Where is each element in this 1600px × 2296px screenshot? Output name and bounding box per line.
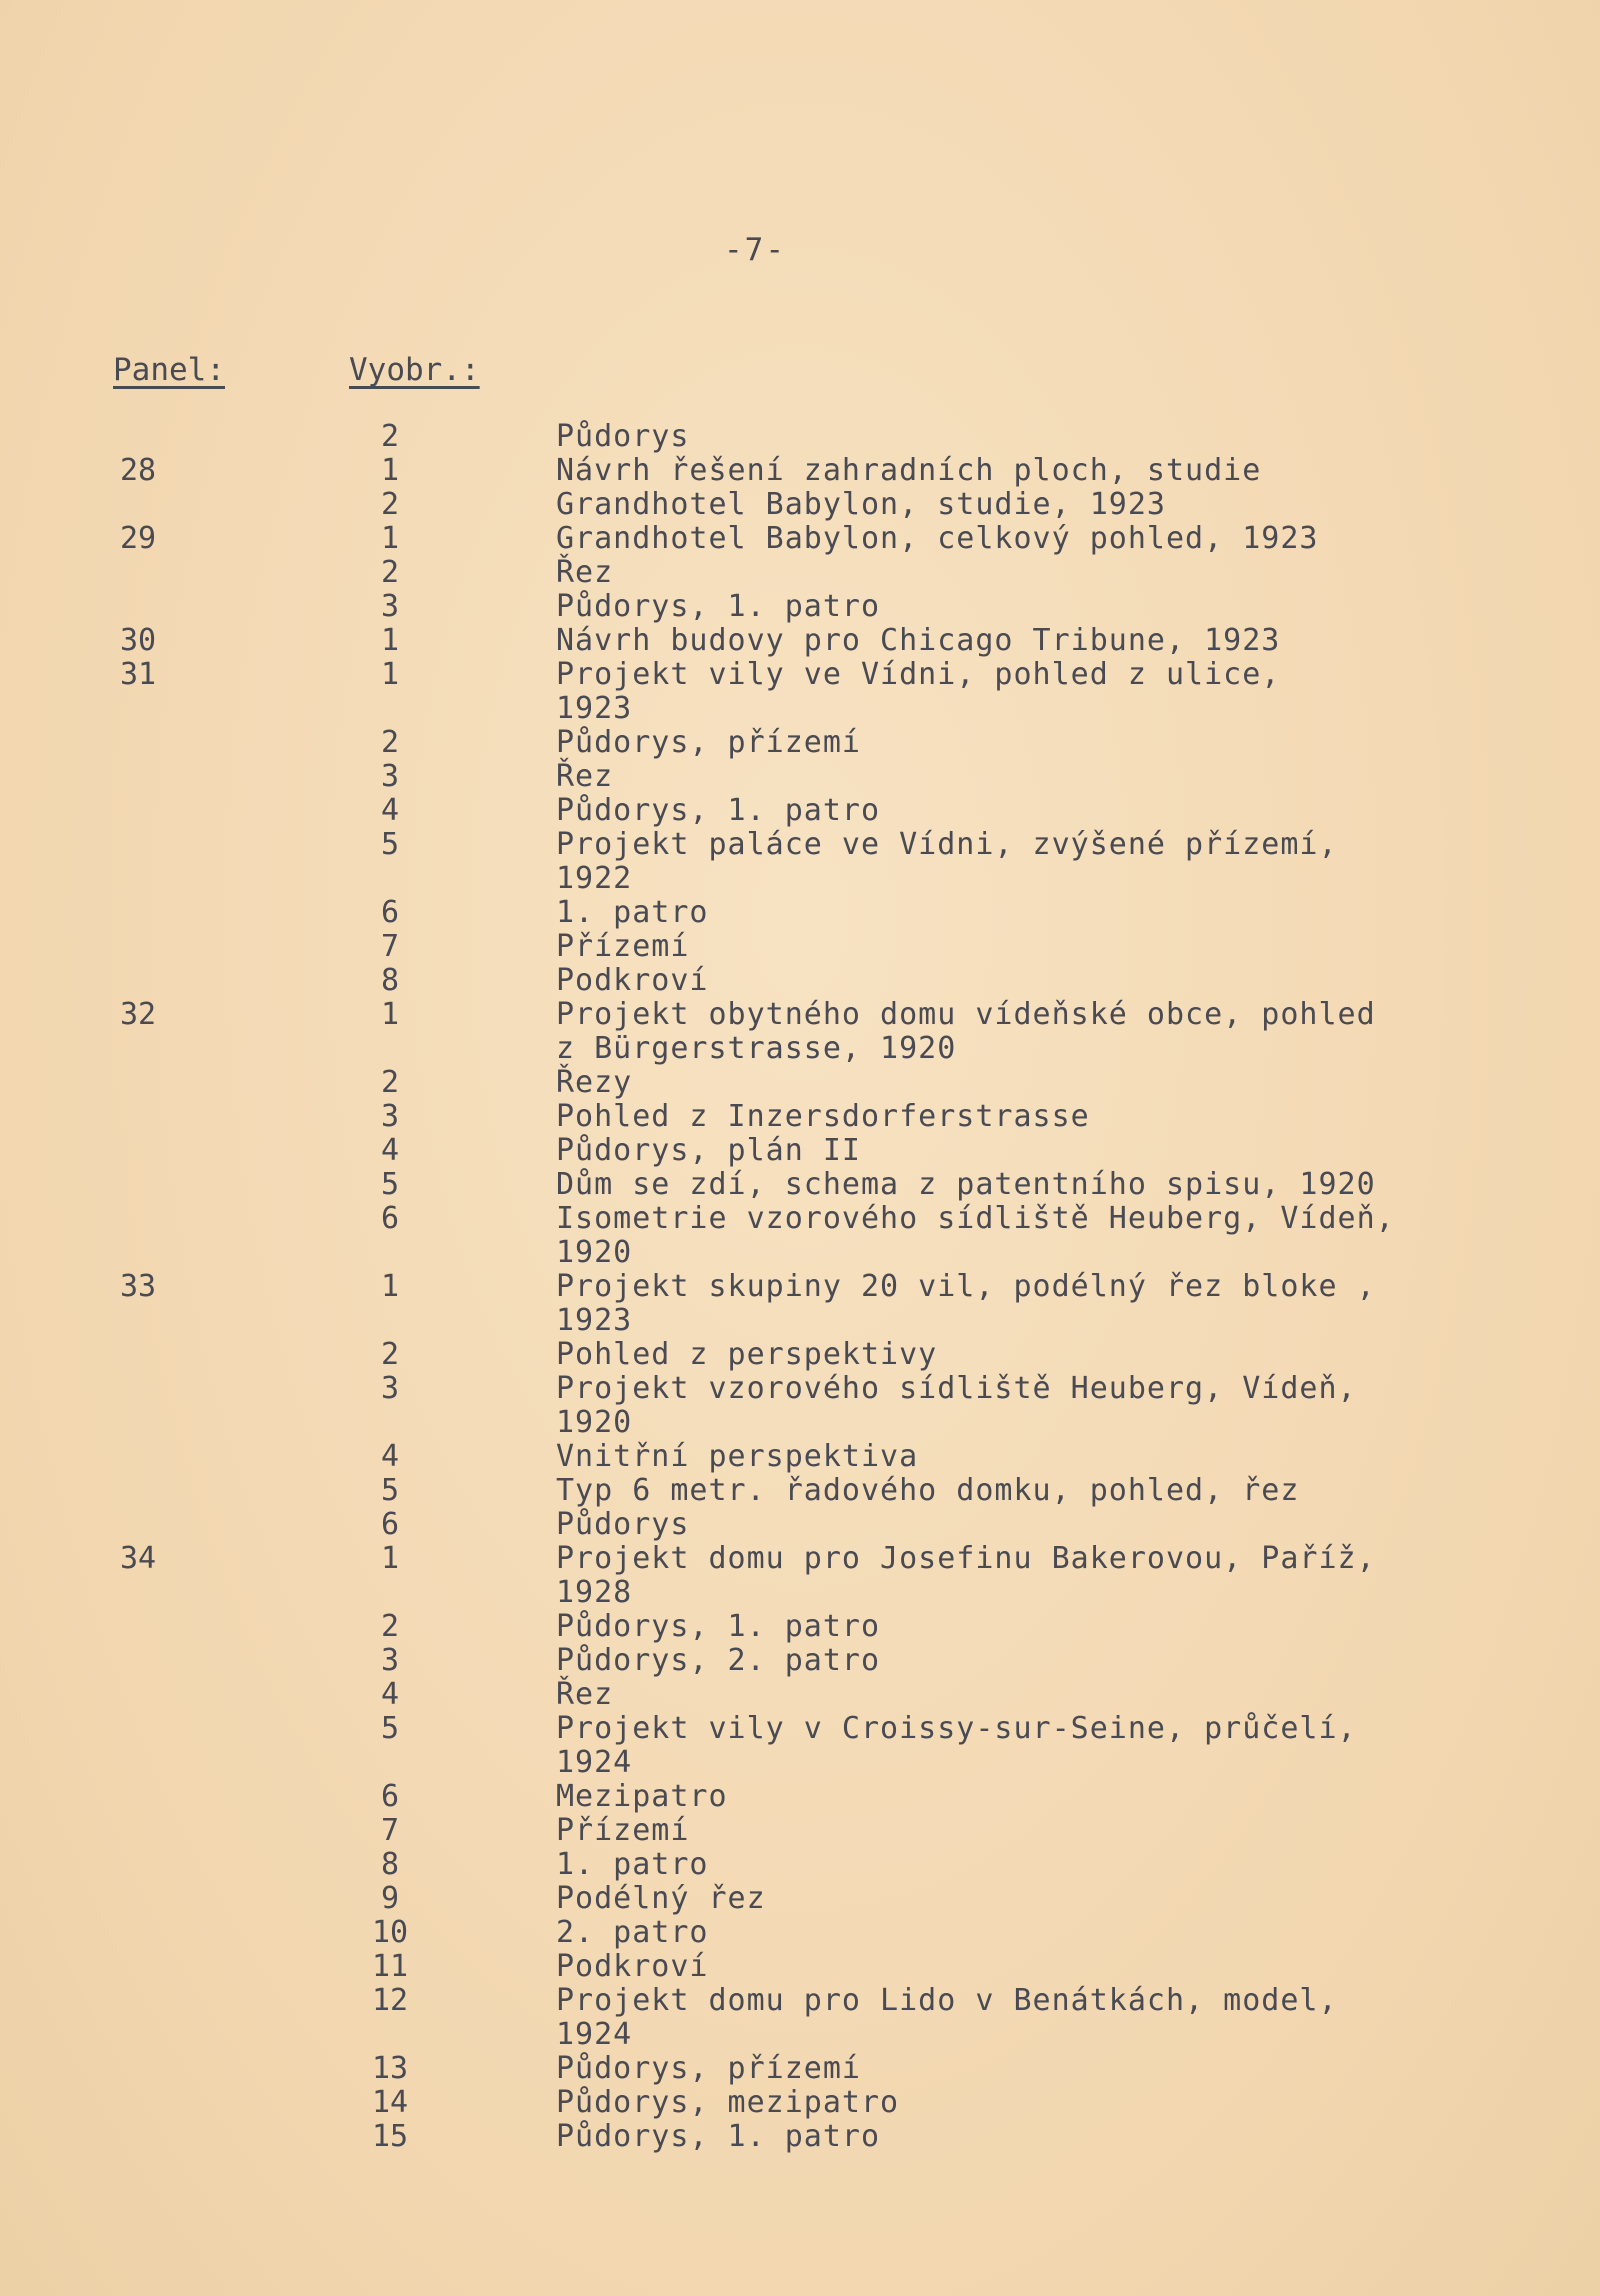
- figure-description: Půdorys, přízemí: [556, 725, 861, 760]
- figure-description: 1924: [556, 2017, 633, 2052]
- figure-number: 1: [380, 453, 400, 488]
- figure-number: 6: [380, 1507, 400, 1542]
- figure-description: Projekt obytného domu vídeňské obce, pohled: [556, 997, 1376, 1032]
- panel-number: 28: [120, 453, 157, 488]
- figure-number: 1: [380, 1269, 400, 1304]
- panel-number: 33: [120, 1269, 157, 1304]
- table-row: [0, 692, 1600, 726]
- table-row: [0, 1644, 1600, 1678]
- figure-number: 3: [380, 759, 400, 794]
- table-row: [0, 1440, 1600, 1474]
- table-row: [0, 1576, 1600, 1610]
- figure-description: Půdorys, 2. patro: [556, 1643, 881, 1678]
- figure-number: 1: [380, 1541, 400, 1576]
- table-row: [0, 522, 1600, 556]
- figure-number: 1: [380, 657, 400, 692]
- table-row: [0, 420, 1600, 454]
- table-row: [0, 1304, 1600, 1338]
- figure-description: 1920: [556, 1235, 633, 1270]
- table-row: [0, 1746, 1600, 1780]
- figure-number: 5: [380, 1473, 400, 1508]
- figure-description: Řez: [556, 759, 614, 794]
- figure-number: 4: [380, 1677, 400, 1712]
- table-row: [0, 624, 1600, 658]
- figure-description: Podélný řez: [556, 1881, 766, 1916]
- figure-number: 12: [371, 1983, 409, 2018]
- figure-description: Půdorys, 1. patro: [556, 589, 881, 624]
- table-row: [0, 2052, 1600, 2086]
- table-row: [0, 1678, 1600, 1712]
- table-row: [0, 1950, 1600, 1984]
- table-row: [0, 896, 1600, 930]
- figure-description: Půdorys: [556, 419, 690, 454]
- figure-number: 2: [380, 1609, 400, 1644]
- figure-number: 2: [380, 1065, 400, 1100]
- figure-description: Půdorys, plán II: [556, 1133, 861, 1168]
- figure-description: Návrh budovy pro Chicago Tribune, 1923: [556, 623, 1281, 658]
- listing-table: [0, 420, 1600, 2154]
- panel-number: 31: [120, 657, 157, 692]
- figure-number: 9: [380, 1881, 400, 1916]
- figure-description: Půdorys, 1. patro: [556, 1609, 881, 1644]
- figure-number: 6: [380, 1779, 400, 1814]
- figure-description: Grandhotel Babylon, celkový pohled, 1923: [556, 521, 1319, 556]
- figure-description: Pohled z perspektivy: [556, 1337, 938, 1372]
- table-row: [0, 862, 1600, 896]
- figure-number: 4: [380, 793, 400, 828]
- table-row: [0, 726, 1600, 760]
- figure-description: 1924: [556, 1745, 633, 1780]
- figure-description: Vnitřní perspektiva: [556, 1439, 919, 1474]
- table-row: [0, 1882, 1600, 1916]
- figure-description: Přízemí: [556, 1813, 690, 1848]
- figure-number: 5: [380, 1711, 400, 1746]
- figure-description: 1. patro: [556, 895, 709, 930]
- table-row: [0, 1100, 1600, 1134]
- table-row: [0, 488, 1600, 522]
- table-row: [0, 658, 1600, 692]
- figure-number: 7: [380, 1813, 400, 1848]
- figure-description: Pohled z Inzersdorferstrasse: [556, 1099, 1090, 1134]
- figure-description: Projekt skupiny 20 vil, podélný řez bloke ,: [556, 1269, 1376, 1304]
- figure-description: Návrh řešení zahradních ploch, studie: [556, 453, 1262, 488]
- figure-description: Řez: [556, 555, 614, 590]
- table-row: [0, 1406, 1600, 1440]
- figure-description: 1922: [556, 861, 633, 896]
- table-row: [0, 2086, 1600, 2120]
- column-header-panel: Panel:: [113, 352, 225, 388]
- table-row: [0, 590, 1600, 624]
- panel-number: 29: [120, 521, 157, 556]
- table-row: [0, 1508, 1600, 1542]
- figure-description: Mezipatro: [556, 1779, 728, 1814]
- table-row: [0, 556, 1600, 590]
- page-number: -7-: [724, 232, 786, 268]
- figure-description: Řezy: [556, 1065, 633, 1100]
- table-row: [0, 794, 1600, 828]
- figure-number: 8: [380, 963, 400, 998]
- figure-description: Dům se zdí, schema z patentního spisu, 1920: [556, 1167, 1376, 1202]
- figure-number: 1: [380, 521, 400, 556]
- figure-description: Podkroví: [556, 963, 709, 998]
- figure-number: 6: [380, 895, 400, 930]
- figure-description: Projekt domu pro Lido v Benátkách, model,: [556, 1983, 1338, 2018]
- table-row: [0, 1372, 1600, 1406]
- table-row: [0, 2018, 1600, 2052]
- figure-description: Projekt paláce ve Vídni, zvýšené přízemí,: [556, 827, 1338, 862]
- table-row: [0, 2120, 1600, 2154]
- figure-description: Podkroví: [556, 1949, 709, 1984]
- figure-number: 6: [380, 1201, 400, 1236]
- figure-number: 2: [380, 725, 400, 760]
- figure-number: 4: [380, 1439, 400, 1474]
- figure-description: 1920: [556, 1405, 633, 1440]
- column-header-vyobr: Vyobr.:: [349, 352, 480, 388]
- figure-number: 3: [380, 1643, 400, 1678]
- table-row: [0, 454, 1600, 488]
- figure-number: 5: [380, 1167, 400, 1202]
- figure-number: 3: [380, 589, 400, 624]
- figure-description: Přízemí: [556, 929, 690, 964]
- figure-description: z Bürgerstrasse, 1920: [556, 1031, 957, 1066]
- table-row: [0, 1814, 1600, 1848]
- figure-description: Isometrie vzorového sídliště Heuberg, Vídeň,: [556, 1201, 1395, 1236]
- figure-description: Řez: [556, 1677, 614, 1712]
- table-row: [0, 1984, 1600, 2018]
- figure-description: 1923: [556, 691, 633, 726]
- figure-description: Grandhotel Babylon, studie, 1923: [556, 487, 1166, 522]
- figure-description: Půdorys, 1. patro: [556, 793, 881, 828]
- panel-number: 30: [120, 623, 157, 658]
- figure-number: 4: [380, 1133, 400, 1168]
- table-row: [0, 1066, 1600, 1100]
- figure-description: Projekt vily v Croissy-sur-Seine, průčelí,: [556, 1711, 1357, 1746]
- table-row: [0, 1134, 1600, 1168]
- table-row: [0, 828, 1600, 862]
- figure-description: Typ 6 metr. řadového domku, pohled, řez: [556, 1473, 1300, 1508]
- figure-number: 2: [380, 1337, 400, 1372]
- figure-number: 1: [380, 997, 400, 1032]
- figure-description: 1. patro: [556, 1847, 709, 1882]
- figure-number: 13: [371, 2051, 409, 2086]
- figure-description: Projekt domu pro Josefinu Bakerovou, Paříž,: [556, 1541, 1376, 1576]
- figure-number: 7: [380, 929, 400, 964]
- figure-number: 10: [371, 1915, 409, 1950]
- table-row: [0, 1474, 1600, 1508]
- figure-description: Projekt vzorového sídliště Heuberg, Vídeň,: [556, 1371, 1357, 1406]
- figure-number: 2: [380, 419, 400, 454]
- figure-number: 5: [380, 827, 400, 862]
- table-row: [0, 1780, 1600, 1814]
- figure-number: 2: [380, 555, 400, 590]
- table-row: [0, 1202, 1600, 1236]
- figure-description: Půdorys: [556, 1507, 690, 1542]
- table-row: [0, 1848, 1600, 1882]
- figure-description: 2. patro: [556, 1915, 709, 1950]
- table-row: [0, 1236, 1600, 1270]
- figure-description: Půdorys, přízemí: [556, 2051, 861, 2086]
- figure-number: 3: [380, 1099, 400, 1134]
- panel-number: 34: [120, 1541, 157, 1576]
- figure-number: 1: [380, 623, 400, 658]
- table-row: [0, 1542, 1600, 1576]
- figure-description: Půdorys, mezipatro: [556, 2085, 900, 2120]
- figure-number: 15: [371, 2119, 409, 2154]
- table-row: [0, 1916, 1600, 1950]
- table-row: [0, 964, 1600, 998]
- figure-description: 1928: [556, 1575, 633, 1610]
- table-row: [0, 1270, 1600, 1304]
- table-row: [0, 1712, 1600, 1746]
- figure-description: 1923: [556, 1303, 633, 1338]
- table-row: [0, 1168, 1600, 1202]
- table-row: [0, 998, 1600, 1032]
- figure-number: 14: [371, 2085, 409, 2120]
- table-row: [0, 1032, 1600, 1066]
- figure-description: Projekt vily ve Vídni, pohled z ulice,: [556, 657, 1281, 692]
- figure-number: 8: [380, 1847, 400, 1882]
- panel-number: 32: [120, 997, 157, 1032]
- table-row: [0, 1338, 1600, 1372]
- figure-description: Půdorys, 1. patro: [556, 2119, 881, 2154]
- table-row: [0, 760, 1600, 794]
- figure-number: 3: [380, 1371, 400, 1406]
- figure-number: 11: [371, 1949, 409, 1984]
- figure-number: 2: [380, 487, 400, 522]
- table-row: [0, 930, 1600, 964]
- table-row: [0, 1610, 1600, 1644]
